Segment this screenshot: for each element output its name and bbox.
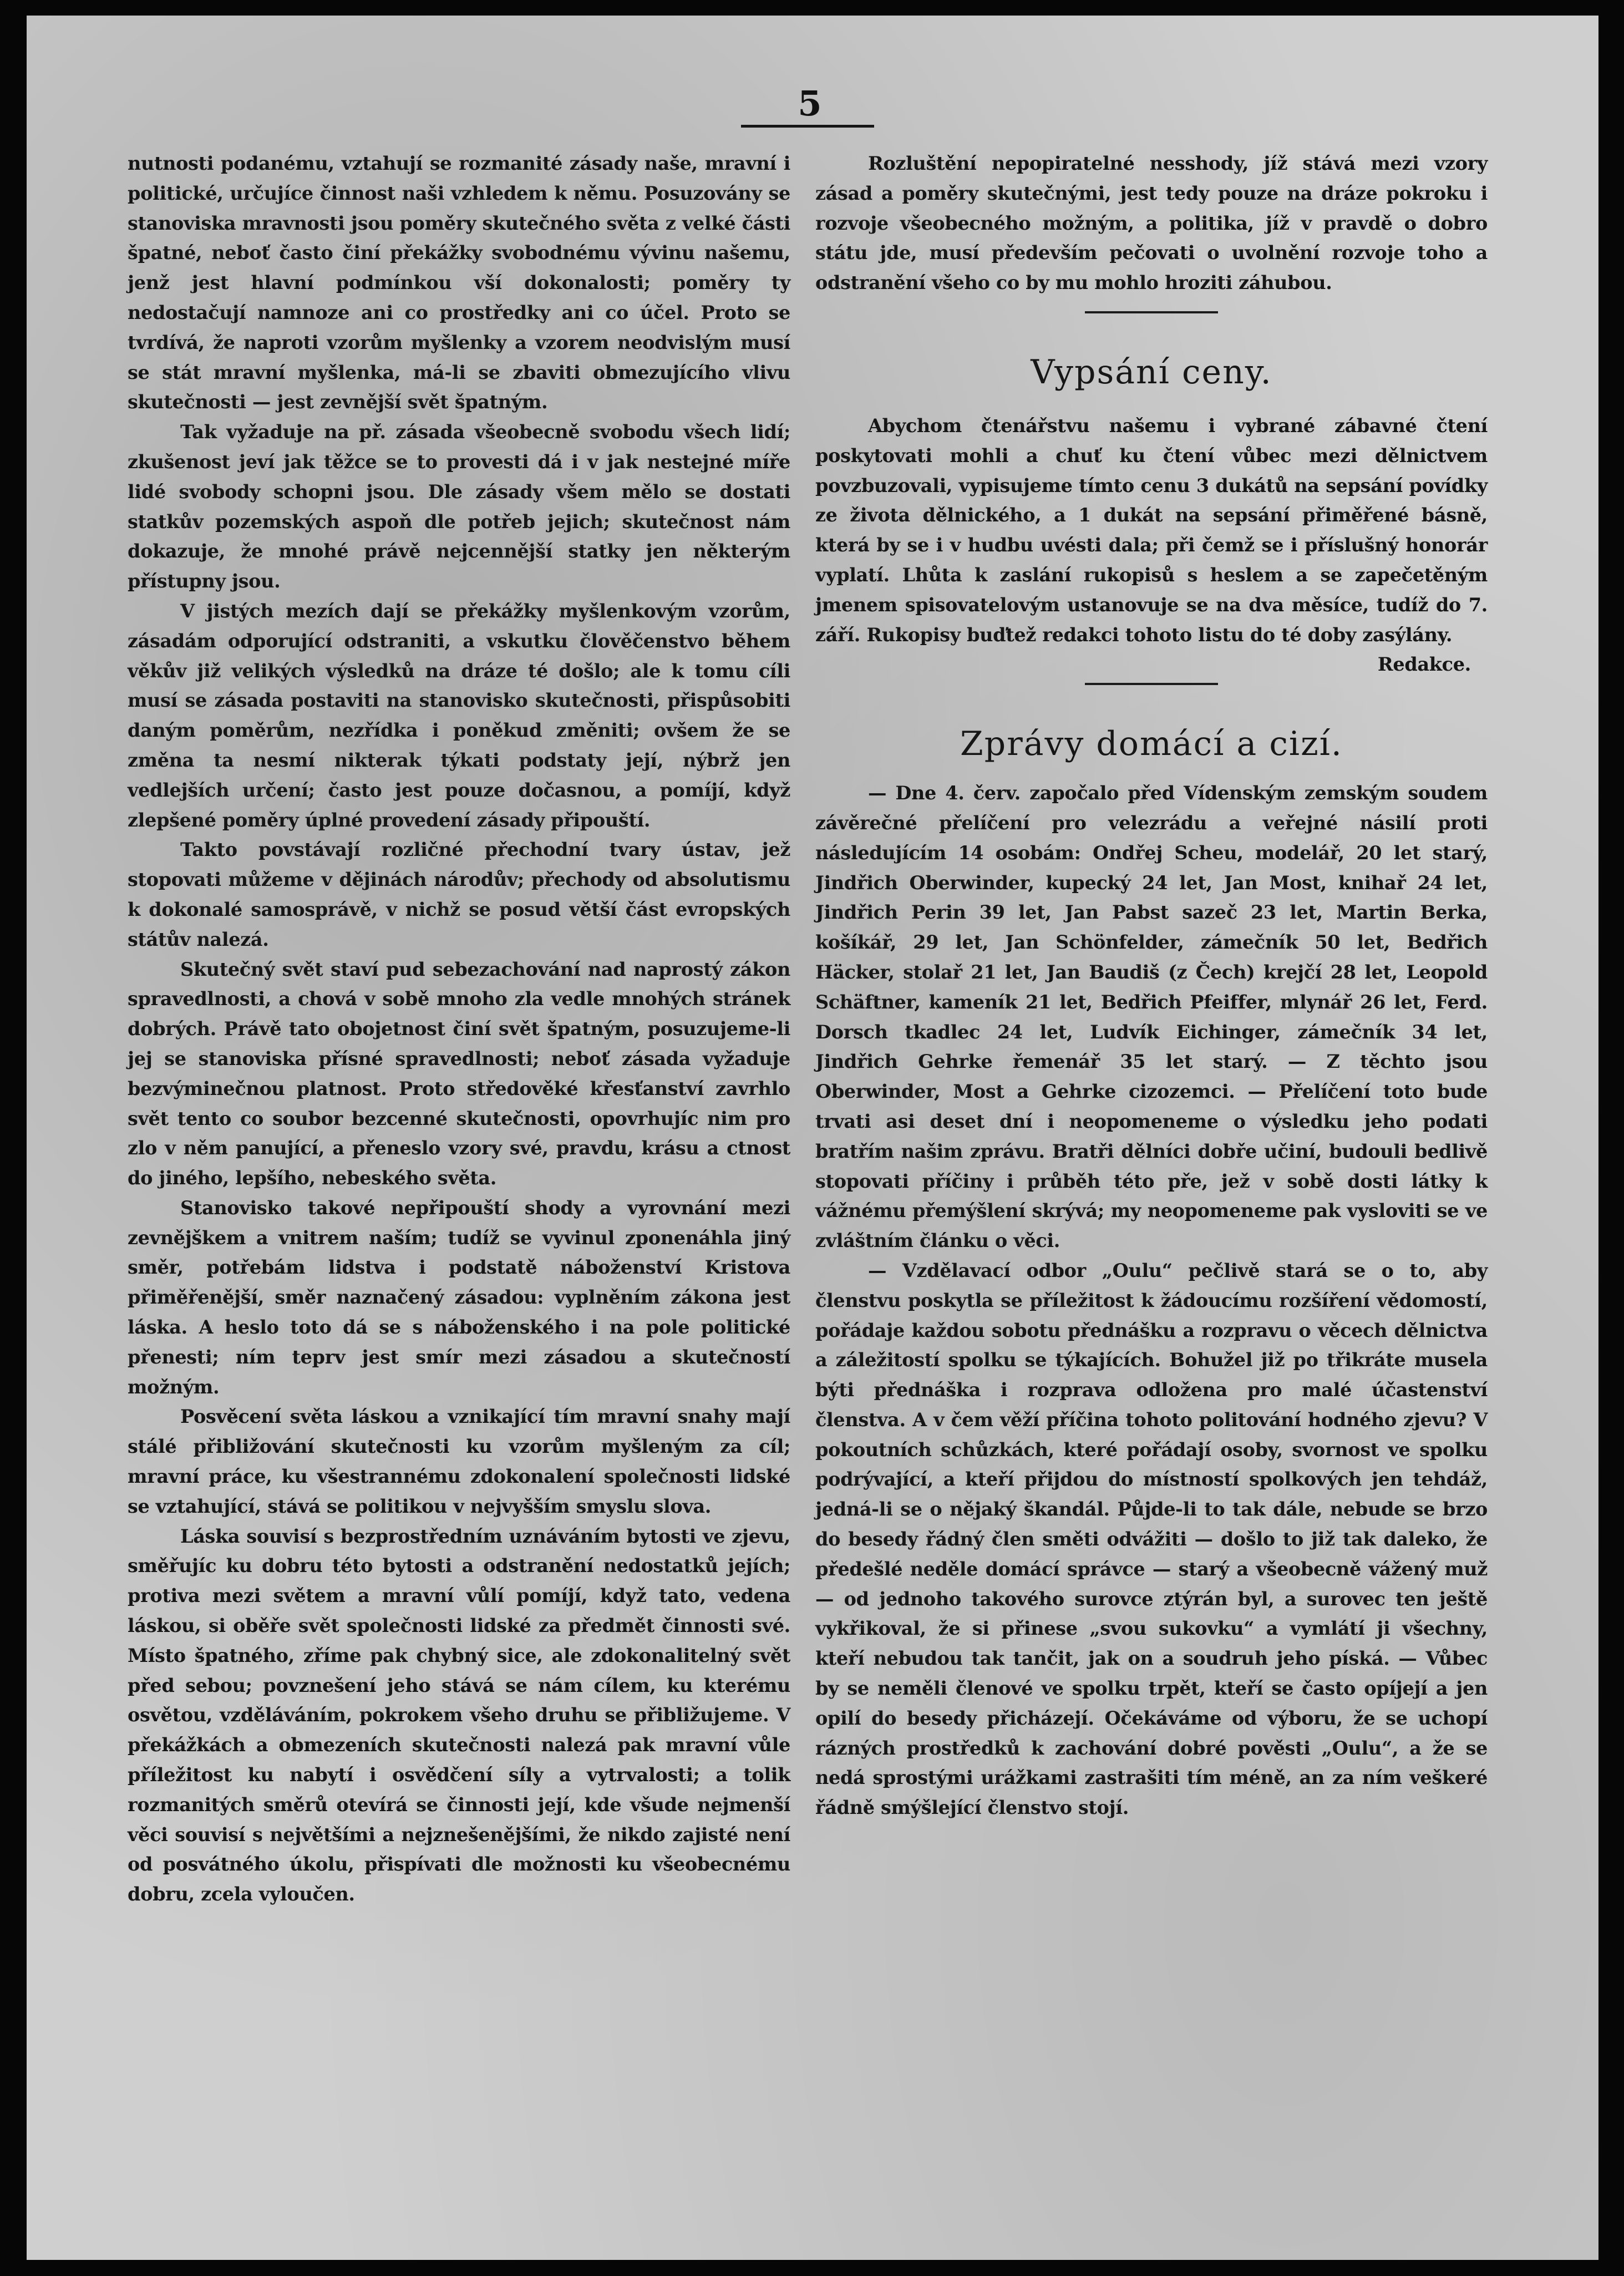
section-divider [1085, 311, 1218, 313]
left-paragraph-4: Takto povstávají rozličné přechodní tvary ústav, jež stopovati můžeme v dějinách národův; přechody od absolutismu k dokonalé samosprávě, v nichž se posud větší část evropských státův nalezá. [128, 839, 790, 950]
left-paragraph-2: Tak vyžaduje na př. zásada všeobecně svobodu všech lidí; zkušenost jeví jak těžce se to provesti dá i v jak nestejné míře lidé svobody schopni jsou. Dle zásady všem mělo se dostati statkův pozemských aspoň dle potřeb jejich; skutečnost nám dokazuje, že mnohé právě nejcennější statky jen některým přístupny jsou. [128, 421, 790, 592]
right-column [815, 149, 1488, 1823]
section-divider [1085, 683, 1218, 685]
contest-title: Vypsání ceny. [1031, 352, 1272, 392]
left-paragraph-6: Stanovisko takové nepřipouští shody a vyrovnání mezi zevnějškem a vnitrem naším; tudíž se vyvinul zponenáhla jiný směr, potřebám lidstva i podstatě náboženství Kristova přiměřenější, směr naznačený zásadou: vyplněním zákona jest láska. A heslo toto dá se s náboženského i na pole politické přenesti; ním teprv jest smír mezi zásadou a skutečností možným. [128, 1197, 790, 1398]
news-title: Zprávy domácí a cizí. [960, 724, 1343, 764]
news-item-oulu: — Vzdělavací odbor „Oulu“ pečlivě stará se o to, aby členstvu poskytla se příležitost k žádoucímu rozšíření vědomostí, pořádaje každou sobotu přednášku a rozpravu o věcech dělnictva a záležitostí spolku se týkajících. Bohužel již po třikráte musela býti přednáška i rozprava odložena pro malé účastenství členstva. A v čem věží příčina tohoto politování hodného zjevu? V pokoutních schůzkách, které pořádají osoby, svornost ve spolku podrývající, a kteří přijdou do místností spolkových jen tehdáž, jedná-li se o nějaký škandál. Půjde-li to tak dále, nebude se brzo do besedy řádný člen směti odvážiti — došlo to již tak daleko, že předešlé neděle domácí správce — starý a všeobecně vážený muž — od jednoho takového surovce ztýrán byl, a surovec ten ještě vykřikoval, že si přinese „svou sukovku“ a vymlátí ji všechny, kteří nebudou tak tančit, jak on a soudruh jeho píská. — Vůbec by se neměli členové ve spolku trpět, kteří se často opíjejí a jen opilí do besedy přicházejí. Očekáváme od výboru, že se uchopí rázných prostředků k zachování dobré pověsti „Oulu“, a že se nedá sprostými urážkami zastrašiti tím méně, an za ním veškeré řádně smýšlející členstvo stojí. [815, 1259, 1488, 1819]
page-number: 5 [798, 83, 822, 124]
left-paragraph-7: Posvěcení světa láskou a vznikající tím mravní snahy mají stálé přibližování skutečnosti ku vzorům myšleným za cíl; mravní práce, ku všestrannému zdokonalení společnosti lidské se vztahující, stává se politikou v nejvyšším smyslu slova. [128, 1406, 790, 1517]
left-paragraph-1: nutnosti podanému, vztahují se rozmanité zásady naše, mravní i politické, určujíce činnost naši vzhledem k němu. Posuzovány se stanoviska mravnosti jsou poměry skutečného světa z velké části špatné, neboť často činí překážky svobodnému vývinu našemu, jenž jest hlavní podmínkou vší dokonalosti; poměry ty nedostačují namnoze ani co prostředky ani co účel. Proto se tvrdívá, že naproti vzorům myšlenky a vzorem neodvislým musí se stát mravní myšlenka, má-li se zbaviti obmezujícího vlivu skutečnosti — jest zevnější svět špatným. [128, 153, 790, 413]
page-number-rule [741, 125, 874, 128]
news-item-trial: — Dne 4. červ. započalo před Vídenským zemským soudem závěrečné přelíčení pro velezrádu a veřejné násilí proti následujícím 14 osobám: Ondřej Scheu, modelář, 20 let starý, Jindřich Oberwinder, kupecký 24 let, Jan Most, knihař 24 let, Jindřich Perin 39 let, Jan Pabst sazeč 23 let, Martin Berka, košíkář, 29 let, Jan Schönfelder, zámečník 50 let, Bedřich Häcker, stolař 21 let, Jan Baudiš (z Čech) krejčí 28 let, Leopold Schäftner, kameník 21 let, Bedřich Pfeiffer, mlynář 26 let, Ferd. Dorsch tkadlec 24 let, Ludvík Eichinger, zámečník 34 let, Jindřich Gehrke řemenář 35 let starý. — Z těchto jsou Oberwinder, Most a Gehrke cizozemci. — Přelíčení toto bude trvati asi deset dní i neopomeneme o výsledku jeho podati bratřím našim zprávu. Bratři dělníci dobře učiní, budouli bedlivě stopovati příčiny i průběh této pře, jež v sobě dosti látky k vážnému přemýšlení skrývá; my neopomeneme pak vysloviti se ve zvláštním článku o věci. [815, 782, 1488, 1252]
left-column [128, 149, 790, 1909]
contest-body: Abychom čtenářstvu našemu i vybrané zábavné čtení poskytovati mohli a chuť ku čtení vůbec mezi dělnictvem povzbuzovali, vypisujeme tímto cenu 3 dukátů na sepsání povídky ze života dělnického, a 1 dukát na sepsání přiměřené básně, která by se i v hudbu uvésti dala; při čemž se i příslušný honorár vyplatí. Lhůta k zaslání rukopisů s heslem a se zapečetěným jmenem spisovatelovým ustanovuje se na dva měsíce, tudíž do 7. září. Rukopisy buďtež redakci tohoto listu do té doby zasýlány. [815, 414, 1488, 646]
left-paragraph-5: Skutečný svět staví pud sebezachování nad naprostý zákon spravedlnosti, a chová v sobě mnoho zla vedle mnohých stránek dobrých. Právě tato obojetnost činí svět špatným, posuzujeme-li jej se stanoviska přísné spravedlnosti; neboť zásada vyžaduje bezvýminečnou platnost. Proto středověké křesťanství zavrhlo svět tento co soubor bezcenné skutečnosti, opovrhujíc nim pro zlo v něm panující, a přeneslo vzory své, pravdu, krásu a ctnost do jiného, lepšího, nebeského světa. [128, 958, 790, 1189]
right-intro-paragraph: Rozluštění nepopiratelné nesshody, jíž stává mezi vzory zásad a poměry skutečnými, jest tedy pouze na dráze pokroku i rozvoje všeobecného možným, a politika, jíž v pravdě o dobro státu jde, musí především pečovati o uvolnění rozvoje toho a odstranění všeho co by mu mohlo hroziti záhubou. [815, 153, 1488, 294]
left-paragraph-3: V jistých mezích dají se překážky myšlenkovým vzorům, zásadám odporující odstraniti, a vskutku člověčenstvo během věkův již velikých výsledků na dráze té došlo; ale k tomu cíli musí se zásada postaviti na stanovisko skutečnosti, přispůsobiti daným poměrům, nezřídka i poněkud změniti; ovšem že se změna ta nesmí nikterak týkati podstaty její, nýbrž jen vedlejších určení; často jest pouze dočasnou, a pomíjí, když zlepšené poměry úplné provedení zásady připouští. [128, 600, 790, 831]
contest-signature: Redakce. [1377, 653, 1471, 676]
left-paragraph-8: Láska souvisí s bezprostředním uznáváním bytosti ve zjevu, směřujíc ku dobru této bytosti a odstranění nedostatků jejích; protiva mezi světem a mravní vůlí pomíjí, když tato, vedena láskou, si oběře svět společnosti lidské za předmět činnosti své. Místo špatného, zříme pak chybný sice, ale zdokonalitelný svět před sebou; povznešení jeho stává se nám cílem, ku kterému osvětou, vzděláváním, pokrokem všeho druhu se přibližujeme. V překážkách a obmezeních skutečnosti nalezá pak mravní vůle příležitost ku nabytí i osvědčení síly a vytrvalosti; a tolik rozmanitých směrů otevírá se činnosti její, kde všude nejmenší věci souvisí s největšími a nejznešenějšími, že nikdo zajisté není od posvátného úkolu, přispívati dle možnosti ku všeobecnému dobru, zcela vyloučen. [128, 1525, 790, 1905]
